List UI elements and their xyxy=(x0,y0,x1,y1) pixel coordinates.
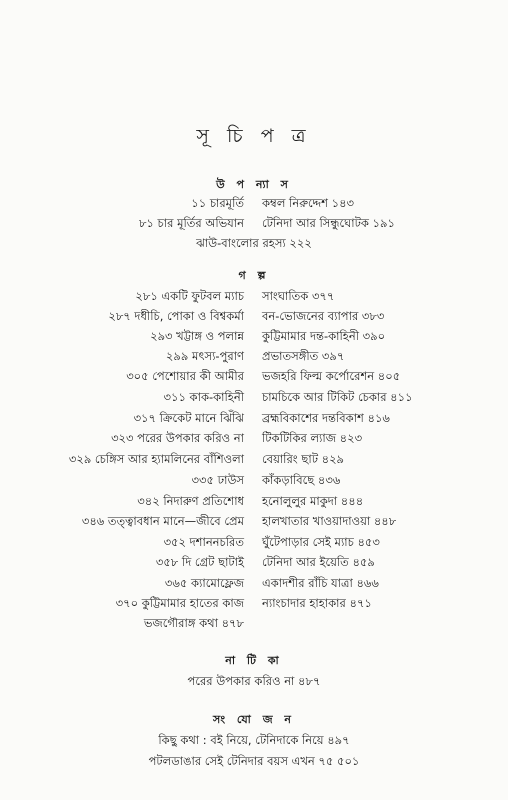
toc-row xyxy=(0,430,508,448)
toc-entry-right: টেনিদা আর ইয়েতি ৪৫৯ xyxy=(262,555,375,569)
toc-entry-right: ভজহরি ফিল্ম কর্পোরেশন ৪০৫ xyxy=(262,369,401,383)
toc-entry-last: ভজগৌরাঙ্গ কথা ৪৭৮ xyxy=(143,616,244,630)
toc-entry-right: বন-ভোজনের ব্যাপার ৩৮৩ xyxy=(262,309,385,323)
toc-row xyxy=(0,348,508,366)
toc-row xyxy=(0,595,508,613)
toc-entry-left: ৩৭০ কুট্টিমামার হাতের কাজ xyxy=(115,596,244,610)
toc-entry-left: ৩০৫ পেশোয়ার কী আমীর xyxy=(126,369,244,383)
toc-row xyxy=(0,328,508,346)
toc-entry-left: ২৯৯ মৎস্য-পুরাণ xyxy=(165,349,244,363)
section-heading-galpo: গ ল্প xyxy=(238,269,270,282)
toc-entry-left: ৩২৩ পরের উপকার করিও না xyxy=(111,431,244,445)
toc-entry-left: ১১ চারমূর্তি xyxy=(191,196,244,210)
toc-entry-left: ৩২৯ চেঙ্গিস আর হ্যামলিনের বাঁশিওলা xyxy=(68,452,244,466)
toc-entry-left: ২৮১ একটি ফুটবল ম্যাচ xyxy=(135,289,244,303)
toc-entry-centered: পটলডাঙার সেই টেনিদার বয়স এখন ৭৫ ৫০১ xyxy=(148,754,360,768)
toc-row xyxy=(0,195,508,213)
toc-entry-left: ৩৩৫ ঢাউস xyxy=(191,473,244,487)
section-heading-sanjojon: সং যো জ ন xyxy=(213,713,295,726)
toc-row xyxy=(0,368,508,386)
toc-entry-right: ব্রহ্মবিকাশের দন্তবিকাশ ৪১৬ xyxy=(262,411,390,425)
toc-entry-left: ২৯৩ খট্টাঙ্গ ও পলান্ন xyxy=(150,329,244,343)
toc-row xyxy=(0,615,508,633)
toc-entry-right: প্রভাতসঙ্গীত ৩৯৭ xyxy=(262,349,345,363)
toc-entry-left: ৩৪৬ তত্ত্বাবধান মানে—জীবে প্রেম xyxy=(81,514,244,528)
toc-row xyxy=(0,410,508,428)
toc-row xyxy=(0,493,508,511)
toc-entry-left: ৩৬৫ ক্যামোফ্লেজ xyxy=(164,576,244,590)
toc-entry-right: টিকটিকির ল্যাজ ৪২৩ xyxy=(262,431,363,445)
toc-entry-right: হালখাতার খাওয়াদাওয়া ৪৪৮ xyxy=(262,514,397,528)
toc-entry-right: কাঁকড়াবিছে ৪৩৬ xyxy=(262,473,341,487)
toc-entry-centered: ঝাউ-বাংলোর রহস্য ২২২ xyxy=(196,236,312,250)
toc-entry-right: একাদশীর রাঁচি যাত্রা ৪৬৬ xyxy=(262,576,379,590)
toc-entry-left: ৩৫২ দশাননচরিত xyxy=(163,535,244,549)
toc-entry-right: সাংঘাতিক ৩৭৭ xyxy=(262,289,335,303)
toc-entry-left: ৩১৭ ক্রিকেট মানে ঝিঁঝি xyxy=(133,411,244,425)
toc-entry-right: কুট্টিমামার দন্ত-কাহিনী ৩৯০ xyxy=(262,329,386,343)
toc-row xyxy=(0,308,508,326)
toc-row xyxy=(0,288,508,306)
toc-row xyxy=(0,215,508,233)
toc-entry-left: ৩৫৮ দি গ্রেট ছাটাই xyxy=(155,555,244,569)
toc-row xyxy=(0,472,508,490)
toc-entry-left: ৩৪২ নিদারুণ প্রতিশোধ xyxy=(137,494,244,508)
toc-entry-centered: কিছু কথা : বই নিয়ে, টেনিদাকে নিয়ে ৪৯৭ xyxy=(158,733,350,747)
toc-row xyxy=(0,513,508,531)
toc-entry-right: ঘুঁটেপাড়ার সেই ম্যাচ ৪৫৩ xyxy=(262,535,380,549)
toc-entry-right: চামচিকে আর টিকিট চেকার ৪১১ xyxy=(262,390,413,404)
toc-entry-right: কম্বল নিরুদ্দেশ ১৪৩ xyxy=(262,196,355,210)
section-heading-upanyas: উ প ন্যা স xyxy=(216,178,292,191)
toc-row xyxy=(0,389,508,407)
toc-row xyxy=(0,554,508,572)
toc-entry-centered: পরের উপকার করিও না ৪৮৭ xyxy=(187,674,321,688)
page-title: সূ চি প ত্র xyxy=(196,125,312,147)
toc-row xyxy=(0,451,508,469)
toc-entry-right: টেনিদা আর সিন্ধুঘোটক ১৯১ xyxy=(262,216,395,230)
toc-entry-right: ন্যাংচাদার হাহাকার ৪৭১ xyxy=(262,596,372,610)
toc-entry-left: ২৮৭ দধীচি, পোকা ও বিশ্বকর্মা xyxy=(108,309,244,323)
toc-entry-left: ৩১১ কাক-কাহিনী xyxy=(163,390,244,404)
toc-row xyxy=(0,534,508,552)
toc-entry-right: বেয়ারিং ছাট ৪২৯ xyxy=(262,452,345,466)
toc-entry-left: ৮১ চার মূর্তির অভিযান xyxy=(138,216,244,230)
toc-row xyxy=(0,575,508,593)
section-heading-natika: না টি কা xyxy=(225,654,283,667)
toc-entry-right: হনোলুলুর মাকুদা ৪৪৪ xyxy=(262,494,364,508)
